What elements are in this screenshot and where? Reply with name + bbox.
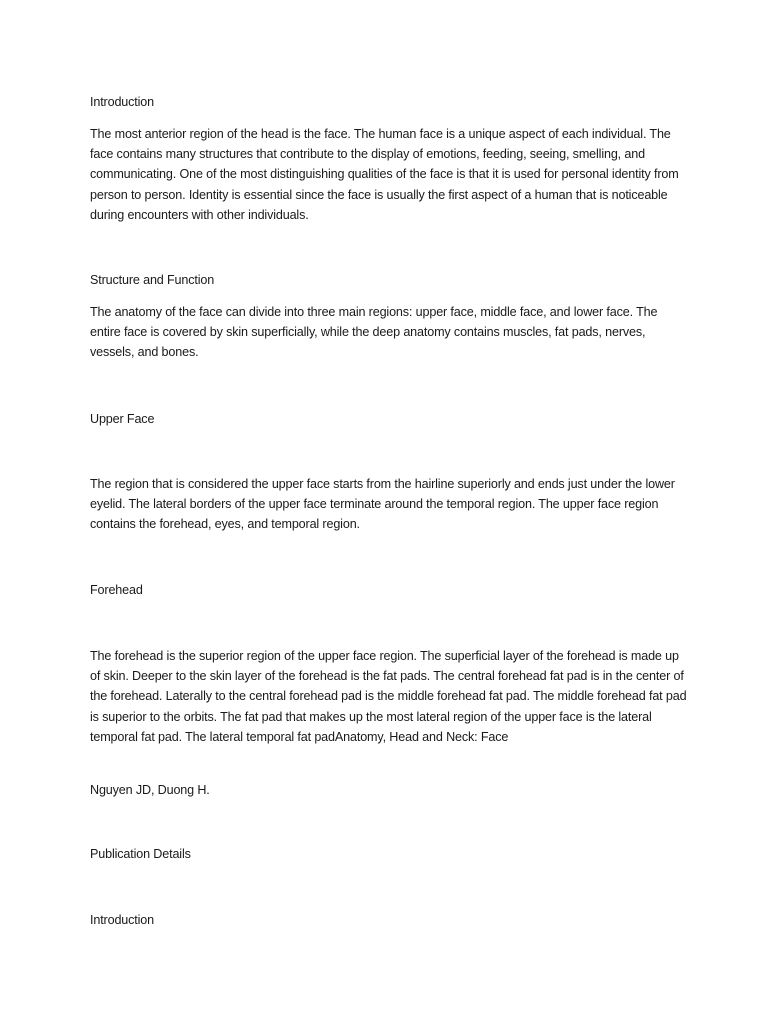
structure-paragraph: The anatomy of the face can divide into three main regions: upper face, middle face, and lower face. The entire face is covered by skin superficially, while the deep anatomy contains muscles, fat pads, nerves, vessels, and bones.	[90, 305, 658, 360]
forehead-paragraph: The forehead is the superior region of the upper face region. The superficial layer of the forehead is made up of skin. Deeper to the skin layer of the forehead is the fat pads. The central forehead fat pad is in the center of the forehead. Laterally to the central forehead pad is the middle forehead fat pad. The middle forehead fat pad is superior to the orbits. The fat pad that makes up the most lateral region of the upper face is the lateral temporal fat pad. The lateral temporal fat padAnatomy, Head and Neck: Face	[90, 649, 687, 744]
upper-face-paragraph: The region that is considered the upper face starts from the hairline superiorly and ends just under the lower eyelid. The lateral borders of the upper face terminate around the temporal region. The upper face region contains the forehead, eyes, and temporal region.	[90, 477, 675, 532]
authors-line: Nguyen JD, Duong H.	[90, 783, 210, 797]
intro-paragraph: The most anterior region of the head is the face. The human face is a unique aspect of each individual. The face contains many structures that contribute to the display of emotions, feeding, seeing, smelling, and communicating. One of the most distinguishing qualities of the face is that it is used for personal identity from person to person. Identity is essential since the face is usually the first aspect of a human that is noticeable during encounters with other individuals.	[90, 127, 679, 222]
heading-upper-face: Upper Face	[90, 412, 155, 426]
heading-introduction: Introduction	[90, 95, 155, 109]
heading-forehead: Forehead	[90, 583, 143, 597]
heading-structure-and-function: Structure and Function	[90, 273, 215, 287]
heading-introduction-repeat: Introduction	[90, 913, 155, 927]
heading-publication-details: Publication Details	[90, 847, 191, 861]
